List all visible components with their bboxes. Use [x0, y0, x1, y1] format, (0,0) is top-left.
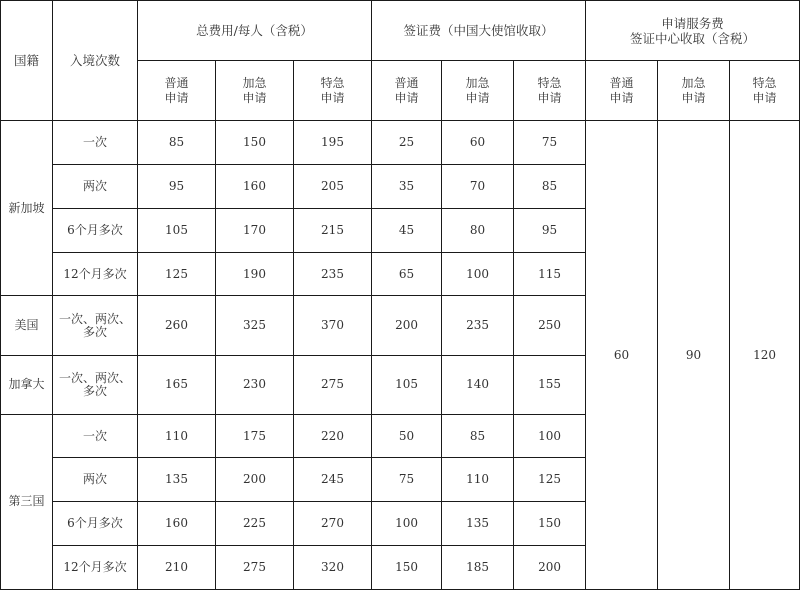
entries-cell: 一次 [53, 121, 138, 165]
total-fee-urgent-cell: 220 [294, 414, 372, 458]
total-fee-urgent-cell: 275 [294, 355, 372, 414]
country-cell: 新加坡 [1, 121, 53, 296]
total-fee-express-cell: 200 [216, 458, 294, 502]
entries-cell: 12个月多次 [53, 252, 138, 296]
visa-fee-regular-cell: 100 [372, 502, 442, 546]
subheader-line: 申请 [242, 90, 267, 105]
entries-cell [53, 296, 138, 355]
country-cell: 第三国 [1, 414, 53, 589]
total-fee-urgent-cell: 195 [294, 121, 372, 165]
subheader-line: 加急 [465, 75, 490, 90]
entries-header: 入境次数 [53, 1, 138, 121]
visa-fee-express-cell: 85 [442, 414, 514, 458]
visa-express-subheader [442, 61, 514, 121]
subheader-line: 申请 [465, 90, 490, 105]
subheader-line: 普通 [609, 75, 634, 90]
total-fee-express-cell: 175 [216, 414, 294, 458]
total-fee-express-cell: 230 [216, 355, 294, 414]
entries-cell: 两次 [53, 165, 138, 209]
total-fee-regular-cell: 85 [138, 121, 216, 165]
visa-fee-urgent-cell: 85 [514, 165, 586, 209]
table-row [1, 121, 800, 165]
visa-fee-express-cell: 185 [442, 546, 514, 590]
total-regular-subheader [138, 61, 216, 121]
service-express-subheader [658, 61, 730, 121]
total-fee-express-cell: 170 [216, 208, 294, 252]
visa-fee-express-cell: 235 [442, 296, 514, 355]
visa-fee-urgent-cell: 115 [514, 252, 586, 296]
visa-fee-urgent-cell: 100 [514, 414, 586, 458]
subheader-line: 加急 [681, 75, 706, 90]
total-fee-urgent-cell: 370 [294, 296, 372, 355]
visa-fee-regular-cell: 50 [372, 414, 442, 458]
entries-line: 多次 [82, 324, 107, 339]
visa-fee-express-cell: 60 [442, 121, 514, 165]
nationality-header: 国籍 [1, 1, 53, 121]
visa-fee-urgent-cell: 155 [514, 355, 586, 414]
total-fee-urgent-cell: 245 [294, 458, 372, 502]
entries-line: 多次 [82, 383, 107, 398]
subheader-line: 普通 [164, 75, 189, 90]
subheader-line: 普通 [394, 75, 419, 90]
total-urgent-subheader [294, 61, 372, 121]
total-fee-regular-cell: 165 [138, 355, 216, 414]
subheader-line: 申请 [681, 90, 706, 105]
visa-fee-express-cell: 100 [442, 252, 514, 296]
visa-fee-urgent-cell: 75 [514, 121, 586, 165]
visa-fee-regular-cell: 35 [372, 165, 442, 209]
visa-regular-subheader [372, 61, 442, 121]
subheader-line: 申请 [609, 90, 634, 105]
fee-table-body [1, 121, 800, 590]
service-fee-express-cell: 90 [658, 121, 730, 590]
visa-fee-urgent-cell: 250 [514, 296, 586, 355]
visa-fee-express-cell: 140 [442, 355, 514, 414]
service-fee-regular-cell: 60 [586, 121, 658, 590]
visa-fee-regular-cell: 75 [372, 458, 442, 502]
visa-fee-urgent-cell: 125 [514, 458, 586, 502]
service-fee-urgent-cell: 120 [730, 121, 800, 590]
service-fee-header-line2: 签证中心收取（含税） [630, 30, 756, 46]
header-row-1 [1, 1, 800, 61]
visa-urgent-subheader [514, 61, 586, 121]
service-urgent-subheader [730, 61, 800, 121]
entries-cell [53, 355, 138, 414]
visa-fee-urgent-cell: 95 [514, 208, 586, 252]
visa-fee-express-cell: 80 [442, 208, 514, 252]
total-fee-regular-cell: 260 [138, 296, 216, 355]
entries-line: 一次、两次、 [58, 311, 131, 326]
total-fee-express-cell: 325 [216, 296, 294, 355]
visa-fee-urgent-cell: 150 [514, 502, 586, 546]
subheader-line: 申请 [394, 90, 419, 105]
subheader-line: 申请 [320, 90, 345, 105]
total-fee-express-cell: 225 [216, 502, 294, 546]
visa-fee-express-cell: 110 [442, 458, 514, 502]
visa-fee-express-cell: 70 [442, 165, 514, 209]
entries-cell: 12个月多次 [53, 546, 138, 590]
total-fee-express-cell: 150 [216, 121, 294, 165]
entries-cell: 6个月多次 [53, 208, 138, 252]
total-fee-regular-cell: 210 [138, 546, 216, 590]
total-fee-express-cell: 190 [216, 252, 294, 296]
total-fee-regular-cell: 125 [138, 252, 216, 296]
country-cell: 美国 [1, 296, 53, 355]
visa-fee-regular-cell: 45 [372, 208, 442, 252]
total-fee-urgent-cell: 320 [294, 546, 372, 590]
subheader-line: 特急 [320, 75, 345, 90]
visa-fee-regular-cell: 25 [372, 121, 442, 165]
subheader-line: 特急 [537, 75, 562, 90]
visa-fee-regular-cell: 65 [372, 252, 442, 296]
visa-fee-express-cell: 135 [442, 502, 514, 546]
visa-fee-regular-cell: 150 [372, 546, 442, 590]
country-cell: 加拿大 [1, 355, 53, 414]
service-fee-header [586, 1, 800, 61]
entries-cell: 6个月多次 [53, 502, 138, 546]
visa-fee-header: 签证费（中国大使馆收取） [372, 1, 586, 61]
total-fee-header: 总费用/每人（含税） [138, 1, 372, 61]
entries-cell: 一次 [53, 414, 138, 458]
subheader-line: 申请 [752, 90, 777, 105]
visa-fee-regular-cell: 105 [372, 355, 442, 414]
total-fee-urgent-cell: 205 [294, 165, 372, 209]
total-fee-regular-cell: 105 [138, 208, 216, 252]
total-express-subheader [216, 61, 294, 121]
total-fee-urgent-cell: 235 [294, 252, 372, 296]
total-fee-regular-cell: 110 [138, 414, 216, 458]
subheader-line: 特急 [752, 75, 777, 90]
total-fee-urgent-cell: 215 [294, 208, 372, 252]
entries-cell: 两次 [53, 458, 138, 502]
visa-fee-regular-cell: 200 [372, 296, 442, 355]
total-fee-express-cell: 275 [216, 546, 294, 590]
total-fee-urgent-cell: 270 [294, 502, 372, 546]
subheader-line: 申请 [164, 90, 189, 105]
subheader-line: 申请 [537, 90, 562, 105]
service-fee-header-line1: 申请服务费 [661, 15, 724, 31]
total-fee-regular-cell: 135 [138, 458, 216, 502]
total-fee-regular-cell: 160 [138, 502, 216, 546]
service-regular-subheader [586, 61, 658, 121]
visa-fee-urgent-cell: 200 [514, 546, 586, 590]
total-fee-regular-cell: 95 [138, 165, 216, 209]
total-fee-express-cell: 160 [216, 165, 294, 209]
subheader-line: 加急 [242, 75, 267, 90]
entries-line: 一次、两次、 [58, 370, 131, 385]
